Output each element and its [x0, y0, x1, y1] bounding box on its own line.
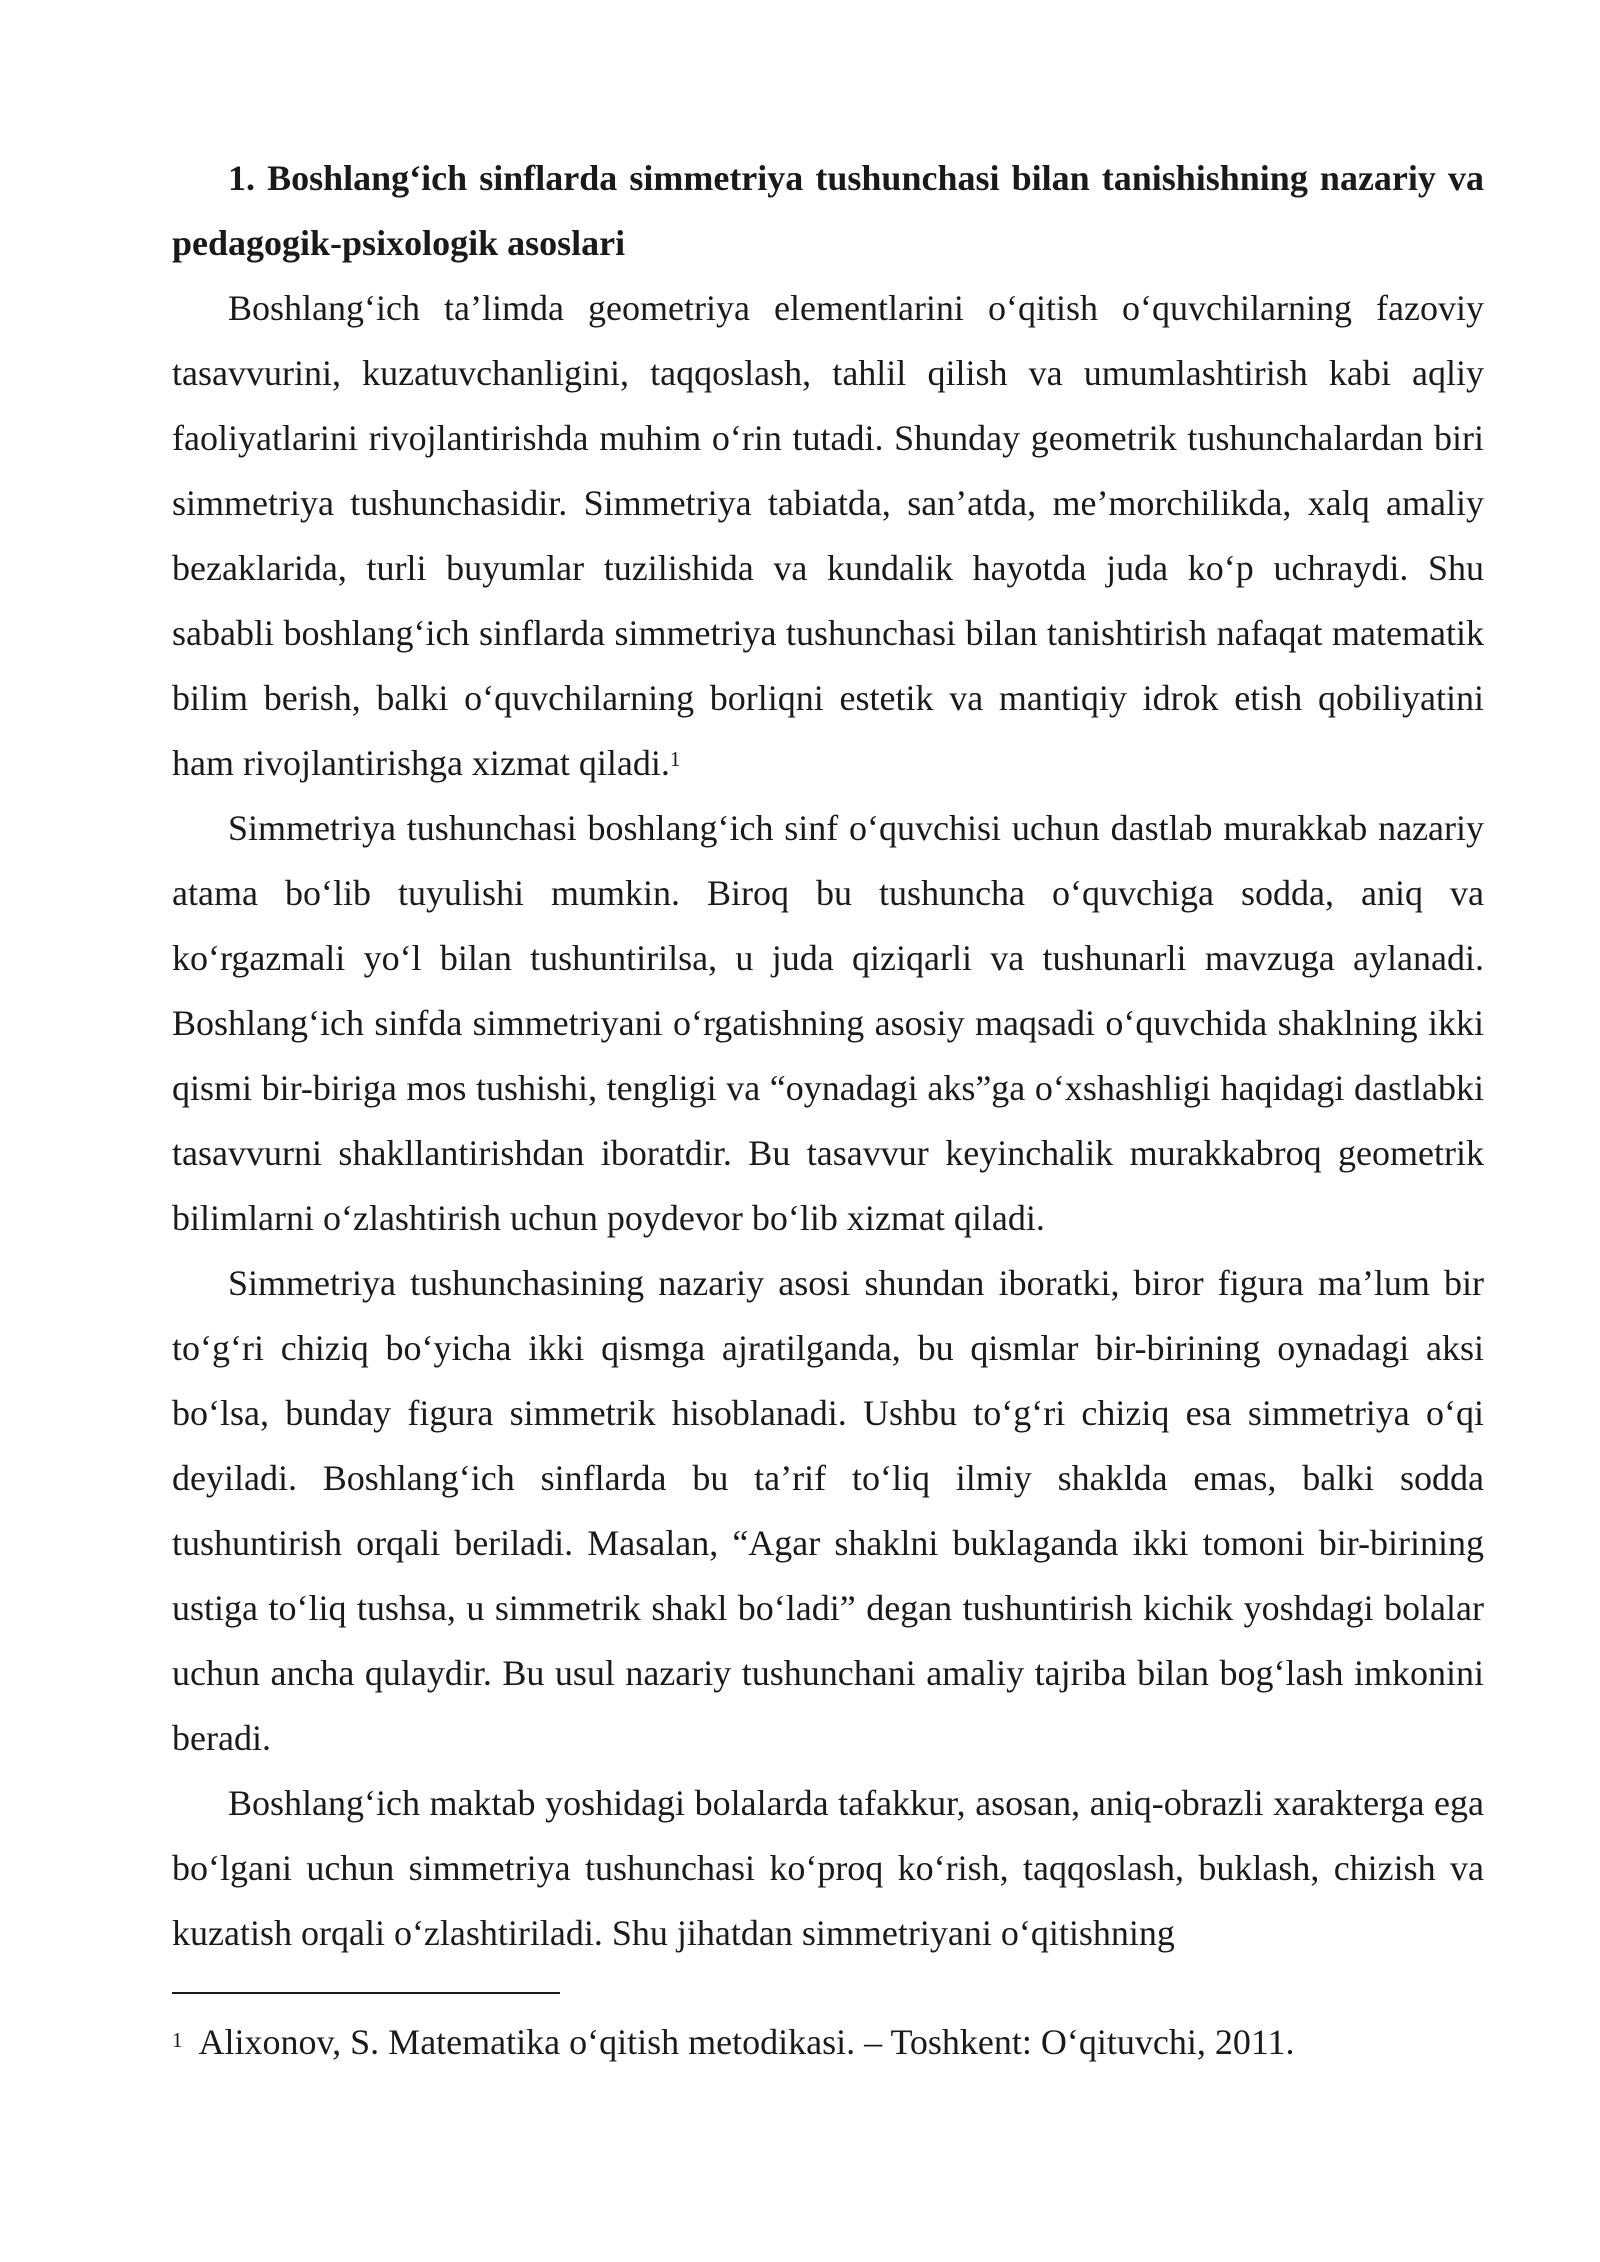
- section-heading: 1. Boshlang‘ich sinflarda simmetriya tushunchasi bilan tanishishning nazariy va pedagogik-psixologik asoslari: [172, 158, 1484, 263]
- paragraph-1-text: Boshlang‘ich ta’limda geometriya elementlarini o‘qitish o‘quvchilarning fazoviy tasavvurini, kuzatuvchanligini, taqqoslash, tahlil qilish va umumlashtirish kabi aqliy faoliyatlarini rivojlantirishda muhim o‘rin tutadi. Shunday geometrik tushunchalardan biri simmetriya tushunchasidir. Simmetriya tabiatda, san’atda, me’morchilikda, xalq amaliy bezaklarida, turli buyumlar tuzilishida va kundalik hayotda juda ko‘p uchraydi. Shu sababli boshlang‘ich sinflarda simmetriya tushunchasi bilan tanishtirish nafaqat matematik bilim berish, balki o‘quvchilarning borliqni estetik va mantiqiy idrok etish qobiliyatini ham rivojlantirishga xizmat qiladi.: [172, 288, 1484, 783]
- footnote: [172, 2018, 1484, 2066]
- paragraph-1: [172, 276, 1484, 796]
- footnote-text: Alixonov, S. Matematika o‘qitish metodikasi. – Toshkent: O‘qituvchi, 2011.: [198, 2022, 1295, 2062]
- paragraph-2: Simmetriya tushunchasi boshlang‘ich sinf o‘quvchisi uchun dastlab murakkab nazariy atama bo‘lib tuyulishi mumkin. Biroq bu tushuncha o‘quvchiga sodda, aniq va ko‘rgazmali yo‘l bilan tushuntirilsa, u juda qiziqarli va tushunarli mavzuga aylanadi. Boshlang‘ich sinfda simmetriyani o‘rgatishning asosiy maqsadi o‘quvchida shaklning ikki qismi bir-biriga mos tushishi, tengligi va “oynadagi aks”ga o‘xshashligi haqidagi dastlabki tasavvurni shakllantirishdan iboratdir. Bu tasavvur keyinchalik murakkabroq geometrik bilimlarni o‘zlashtirish uchun poydevor bo‘lib xizmat qiladi.: [172, 808, 1484, 1238]
- footnote-mark: 1: [172, 2028, 183, 2052]
- footnote-separator: [172, 1992, 560, 1994]
- footnote-reference: 1: [669, 747, 681, 771]
- paragraph-4: Boshlang‘ich maktab yoshidagi bolalarda tafakkur, asosan, aniq-obrazli xarakterga ega bo‘lgani uchun simmetriya tushunchasi ko‘proq ko‘rish, taqqoslash, buklash, chizish va kuzatish orqali o‘zlashtiriladi. Shu jihatdan simmetriyani o‘qitishning: [172, 1783, 1484, 1953]
- main-text: [172, 146, 1484, 1966]
- paragraph-3: Simmetriya tushunchasining nazariy asosi shundan iboratki, biror figura ma’lum bir to‘g‘ri chiziq bo‘yicha ikki qismga ajratilganda, bu qismlar bir-birining oynadagi aksi bo‘lsa, bunday figura simmetrik hisoblanadi. Ushbu to‘g‘ri chiziq esa simmetriya o‘qi deyiladi. Boshlang‘ich sinflarda bu ta’rif to‘liq ilmiy shaklda emas, balki sodda tushuntirish orqali beriladi. Masalan, “Agar shaklni buklaganda ikki tomoni bir-birining ustiga to‘liq tushsa, u simmetrik shakl bo‘ladi” degan tushuntirish kichik yoshdagi bolalar uchun ancha qulaydir. Bu usul nazariy tushunchani amaliy tajriba bilan bog‘lash imkonini beradi.: [172, 1263, 1484, 1758]
